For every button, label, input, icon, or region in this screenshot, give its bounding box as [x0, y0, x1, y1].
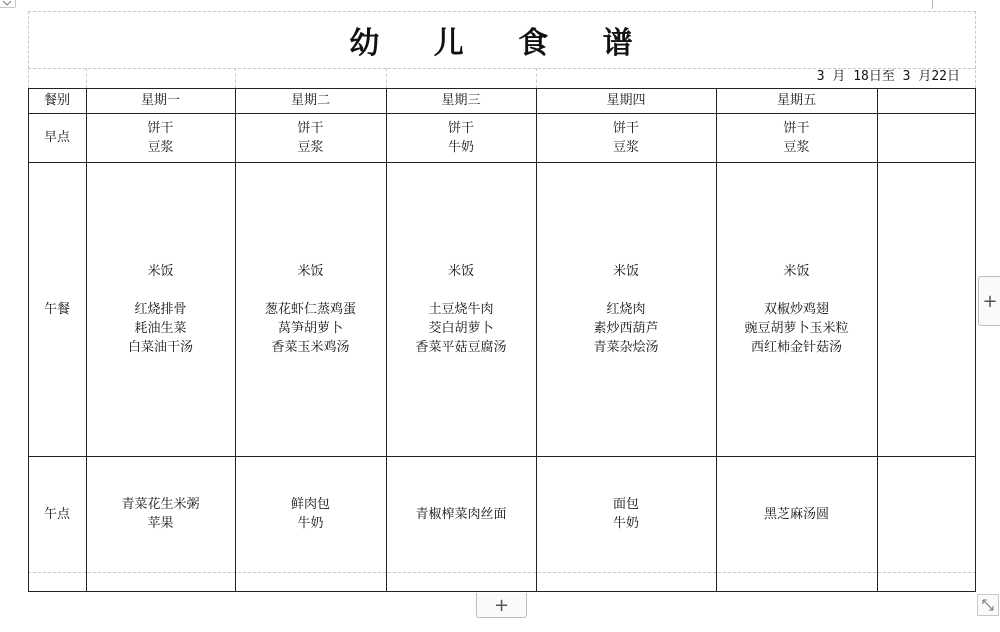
menu-item: 青菜花生米粥 [121, 497, 200, 512]
plus-icon: + [493, 594, 510, 616]
lunch-thursday [536, 162, 716, 456]
menu-item: 米饭 [612, 263, 639, 279]
menu-item: 牛奶 [447, 139, 474, 155]
page-title: 幼 儿 食 谱 [349, 25, 655, 61]
menu-item: 土豆烧牛肉 [428, 301, 494, 317]
breakfast-thursday [536, 113, 716, 162]
menu-item: 牛奶 [612, 516, 639, 531]
header-thursday: 星期四 [606, 93, 646, 108]
menu-item: 饼干 [612, 120, 639, 136]
snack-friday [716, 456, 877, 572]
menu-item: 葱花虾仁蒸鸡蛋 [264, 301, 356, 317]
breakfast-friday [716, 113, 877, 162]
menu-item: 莴笋胡萝卜 [277, 320, 343, 336]
row-label-snack: 午点 [43, 506, 70, 522]
header-tuesday: 星期二 [290, 93, 330, 108]
menu-item: 饼干 [783, 120, 810, 136]
menu-item: 米饭 [783, 263, 810, 279]
header-meal-type: 餐别 [43, 93, 70, 108]
date-range: 3 月 18日至 3 月22日 [816, 69, 960, 84]
menu-item: 青菜杂烩汤 [593, 339, 659, 355]
header-monday: 星期一 [140, 93, 180, 108]
menu-item: 红烧排骨 [134, 301, 187, 317]
menu-item: 苹果 [147, 516, 174, 531]
menu-item: 米饭 [147, 263, 174, 279]
snack-monday [86, 456, 235, 572]
menu-item: 饼干 [297, 120, 324, 136]
menu-item: 茭白胡萝卜 [428, 320, 494, 336]
resize-icon[interactable] [977, 594, 999, 616]
breakfast-wednesday [386, 113, 536, 162]
snack-wednesday [386, 456, 536, 572]
menu-item: 鲜肉包 [290, 497, 330, 512]
menu-item: 青椒榨菜肉丝面 [415, 506, 507, 522]
menu-item: 豆浆 [147, 139, 174, 155]
menu-item: 米饭 [297, 263, 324, 279]
plus-icon: + [982, 290, 998, 312]
lunch-wednesday [386, 162, 536, 456]
menu-item: 豌豆胡萝卜玉米粒 [744, 320, 849, 336]
lunch-friday [716, 162, 877, 456]
header-friday: 星期五 [776, 93, 816, 108]
menu-item: 饼干 [447, 120, 474, 136]
menu-item: 黑芝麻汤圆 [763, 506, 829, 522]
header-wednesday: 星期三 [441, 93, 481, 108]
menu-item: 素炒西葫芦 [593, 320, 659, 336]
breakfast-tuesday [235, 113, 386, 162]
lunch-tuesday [235, 162, 386, 456]
row-label-lunch: 午餐 [43, 301, 70, 317]
menu-item: 饼干 [147, 120, 174, 136]
row-label-breakfast: 早点 [43, 130, 70, 145]
table-anchor-icon[interactable] [0, 0, 16, 8]
menu-item: 西红柿金针菇汤 [750, 339, 842, 355]
lunch-monday [86, 162, 235, 456]
menu-item: 白菜油干汤 [127, 339, 193, 355]
menu-item: 双椒炒鸡翅 [763, 301, 829, 317]
snack-tuesday [235, 456, 386, 572]
breakfast-monday [86, 113, 235, 162]
menu-item: 豆浆 [783, 139, 810, 155]
add-row-button[interactable] [476, 593, 527, 618]
add-column-button[interactable] [978, 276, 1000, 326]
menu-item: 牛奶 [297, 516, 324, 531]
snack-thursday [536, 456, 716, 572]
header-empty [877, 88, 975, 113]
menu-item: 豆浆 [297, 139, 324, 155]
menu-item: 香菜玉米鸡汤 [271, 339, 350, 355]
menu-item: 面包 [612, 497, 639, 512]
menu-item: 耗油生菜 [134, 320, 187, 336]
menu-item: 米饭 [447, 263, 474, 279]
menu-item: 豆浆 [612, 139, 639, 155]
menu-item: 红烧肉 [606, 301, 646, 317]
menu-item: 香菜平菇豆腐汤 [415, 339, 507, 355]
